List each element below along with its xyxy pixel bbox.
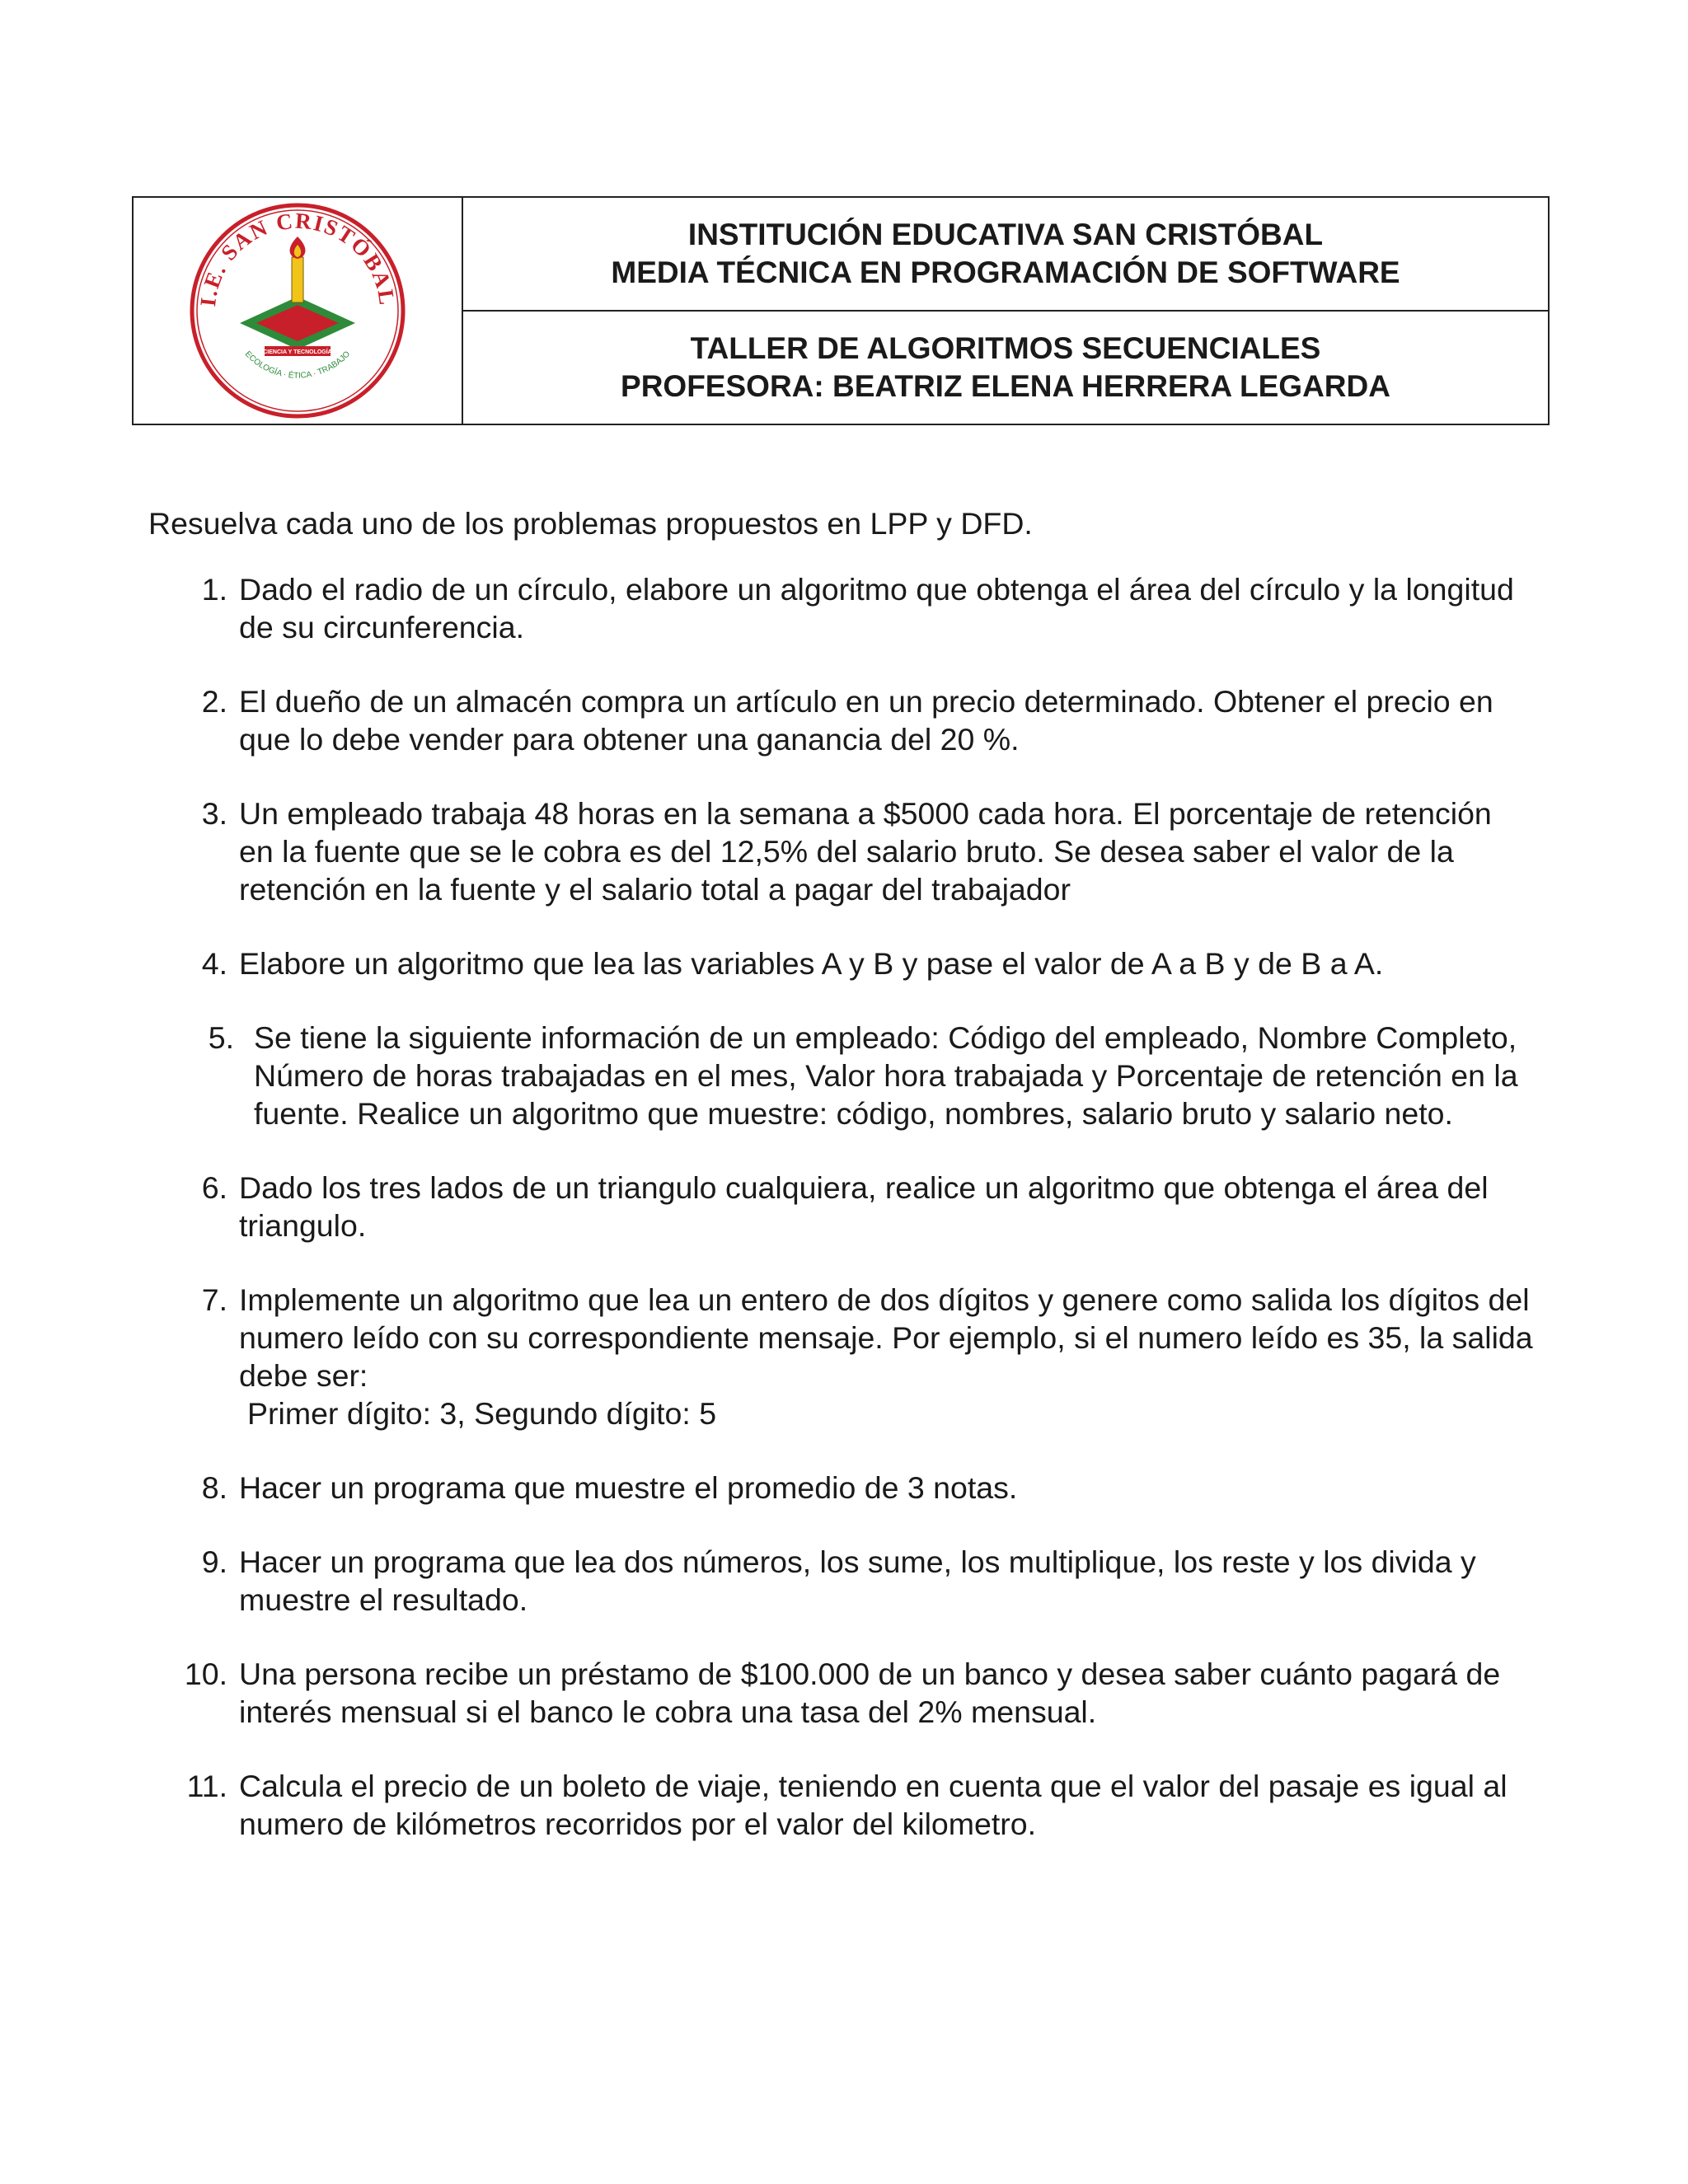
title-cells bbox=[463, 198, 1548, 424]
problem-item bbox=[148, 1767, 1566, 1843]
problem-text: Implemente un algoritmo que lea un entero de dos dígitos y genere como salida los dígitos del numero leído con su correspondiente mensaje. Por ejemplo, si el numero leído es 35, la salida debe ser: bbox=[239, 1282, 1533, 1393]
problem-number: 5. bbox=[208, 1020, 234, 1055]
problem-number: 10. bbox=[184, 1657, 227, 1691]
problem-text: Dado el radio de un círculo, elabore un algoritmo que obtenga el área del círculo y la longitud de su circunferencia. bbox=[239, 572, 1514, 644]
header-subtitle-block bbox=[463, 312, 1548, 424]
seal-lower-text: ECOLOGÍA · ÉTICA · TRABAJO bbox=[242, 349, 353, 381]
seal-band-text: CIENCIA Y TECNOLOGÍA bbox=[263, 349, 332, 355]
problem-text: El dueño de un almacén compra un artículo en un precio determinado. Obtener el precio en que lo debe vender para obtener una ganancia del 20 %. bbox=[239, 684, 1493, 757]
problem-list bbox=[148, 570, 1566, 1843]
institution-name: INSTITUCIÓN EDUCATIVA SAN CRISTÓBAL bbox=[687, 218, 1324, 251]
problem-item bbox=[148, 1281, 1566, 1432]
problem-item bbox=[148, 1019, 1566, 1132]
problem-number: 3. bbox=[201, 796, 227, 831]
problem-item bbox=[148, 944, 1566, 982]
problem-number: 9. bbox=[201, 1544, 227, 1579]
problem-text: Dado los tres lados de un triangulo cualquiera, realice un algoritmo que obtenga el área del triangulo. bbox=[239, 1170, 1489, 1243]
problem-text: Hacer un programa que lea dos números, los sume, los multiplique, los reste y los divida y muestre el resultado. bbox=[239, 1544, 1476, 1617]
problem-body bbox=[239, 1281, 1566, 1432]
problem-number: 7. bbox=[201, 1282, 227, 1317]
header-title-block bbox=[463, 198, 1548, 312]
problem-number: 2. bbox=[201, 684, 227, 719]
intro-text: Resuelva cada uno de los problemas propuestos en LPP y DFD. bbox=[148, 506, 1033, 541]
problem-text: Calcula el precio de un boleto de viaje, teniendo en cuenta que el valor del pasaje es igual al numero de kilómetros recorridos por el valor del kilometro. bbox=[239, 1769, 1507, 1841]
document-body bbox=[148, 504, 1566, 1879]
problem-number: 1. bbox=[201, 572, 227, 607]
workshop-title: TALLER DE ALGORITMOS SECUENCIALES bbox=[690, 331, 1321, 365]
problem-item bbox=[148, 682, 1566, 758]
seal-ring-text: I.E. SAN CRISTÓBAL bbox=[195, 208, 401, 308]
problem-item bbox=[148, 1169, 1566, 1244]
problem-text: Hacer un programa que muestre el promedio de 3 notas. bbox=[239, 1470, 1018, 1505]
problem-item bbox=[148, 1543, 1566, 1619]
problem-text: Una persona recibe un préstamo de $100.000 de un banco y desea saber cuánto pagará de interés mensual si el banco le cobra una tasa del 2% mensual. bbox=[239, 1657, 1501, 1729]
problem-number: 11. bbox=[186, 1769, 227, 1803]
problem-item bbox=[148, 1469, 1566, 1507]
program-name: MEDIA TÉCNICA EN PROGRAMACIÓN DE SOFTWARE bbox=[611, 255, 1400, 289]
problem-text: Un empleado trabaja 48 horas en la semana a $5000 cada hora. El porcentaje de retención en la fuente que se le cobra es del 12,5% del salario bruto. Se desea saber el valor de la retención en la fuente y el salario total a pagar del trabajador bbox=[239, 796, 1492, 907]
teacher-name: PROFESORA: BEATRIZ ELENA HERRERA LEGARDA bbox=[621, 369, 1390, 403]
problem-text: Se tiene la siguiente información de un empleado: Código del empleado, Nombre Completo, Número de horas trabajadas en el mes, Valor hora trabajada y Porcentaje de retención en la fuente. Realice un algoritmo que muestre: código, nombres, salario bruto y salario neto. bbox=[254, 1020, 1518, 1131]
header-table bbox=[132, 196, 1550, 425]
problem-example-output: Primer dígito: 3, Segundo dígito: 5 bbox=[247, 1396, 717, 1431]
logo-cell bbox=[134, 198, 463, 424]
problem-number: 4. bbox=[201, 946, 227, 981]
problem-number: 8. bbox=[201, 1470, 227, 1505]
problem-item bbox=[148, 794, 1566, 908]
problem-number: 6. bbox=[201, 1170, 227, 1205]
problem-text: Elabore un algoritmo que lea las variables A y B y pase el valor de A a B y de B a A. bbox=[239, 946, 1384, 981]
problem-item bbox=[148, 570, 1566, 646]
school-seal-icon bbox=[186, 199, 409, 422]
problem-item bbox=[148, 1655, 1566, 1731]
